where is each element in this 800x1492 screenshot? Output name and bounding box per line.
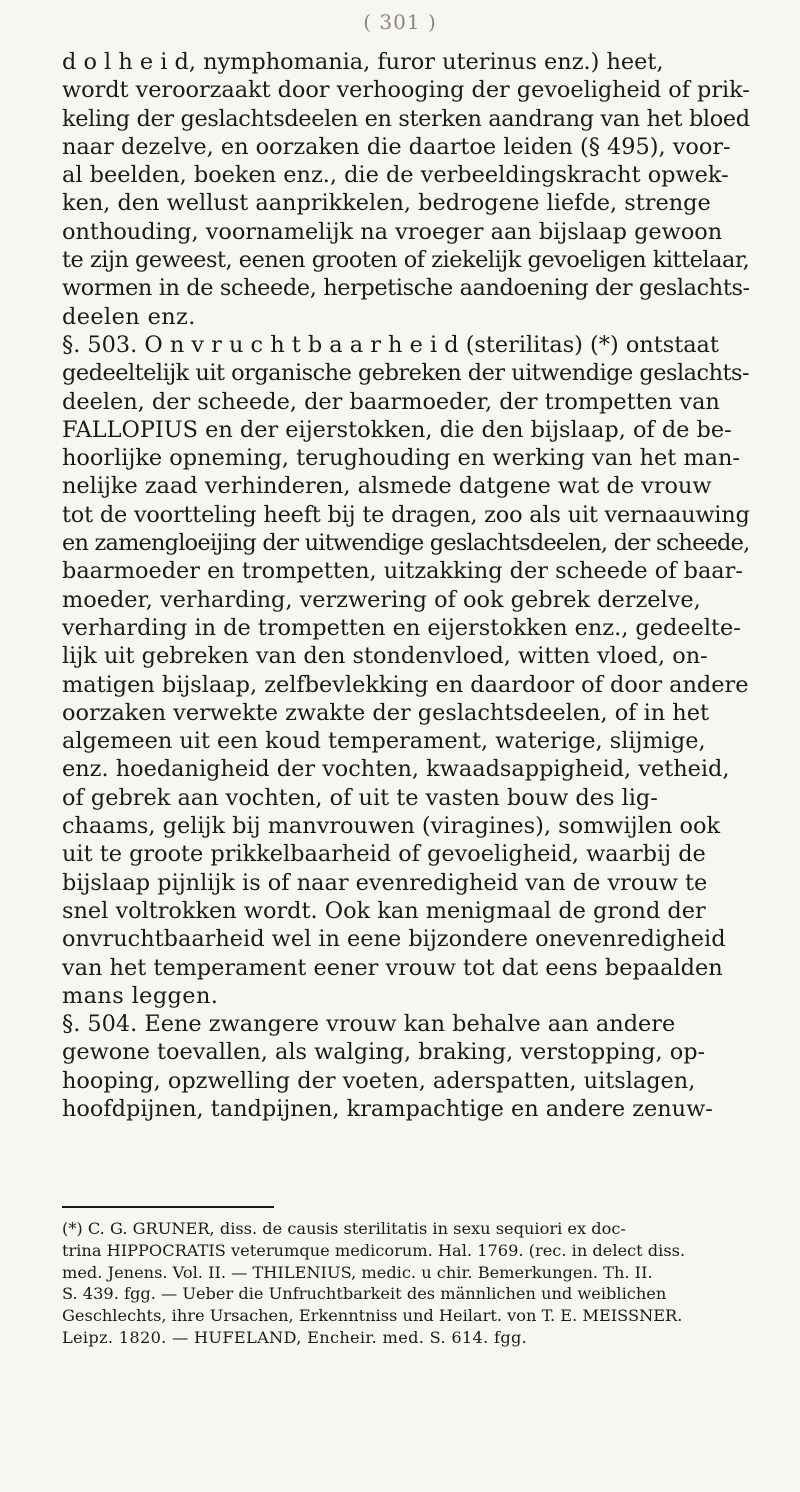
footnote-separator xyxy=(62,1206,274,1208)
footnote-line: Leipz. 1820. — HUFELAND, Encheir. med. S. 614. fgg. xyxy=(62,1327,528,1347)
text-line: deelen, der scheede, der baarmoeder, der trompetten van xyxy=(62,388,720,415)
text-line: verharding in de trompetten en eijerstokken enz., gedeelte- xyxy=(62,614,741,641)
text-line: gedeeltelijk uit organische gebreken der uitwendige geslachts- xyxy=(62,360,750,387)
page-number: ( 301 ) xyxy=(363,10,437,34)
text-line: of gebrek aan vochten, of uit te vasten bouw des lig- xyxy=(62,784,658,811)
text-line: §. 503. O n v r u c h t b a a r h e i d (sterilitas) (*) ontstaat xyxy=(62,331,719,358)
text-line: ken, den wellust aanprikkelen, bedrogene liefde, strenge xyxy=(62,190,711,217)
text-line: hoorlijke opneming, terughouding en werking van het man- xyxy=(62,445,740,472)
text-line: wordt veroorzaakt door verhooging der gevoeligheid of prik- xyxy=(62,77,750,104)
text-line: al beelden, boeken enz., die de verbeeldingskracht opwek- xyxy=(62,162,729,189)
text-line: onvruchtbaarheid wel in eene bijzondere onevenredigheid xyxy=(62,926,726,953)
text-line: van het temperament eener vrouw tot dat eens bepaalden xyxy=(62,954,723,981)
text-line: onthouding, voornamelijk na vroeger aan bijslaap gewoon xyxy=(62,218,723,245)
text-line: tot de voortteling heeft bij te dragen, zoo als uit vernaauwing xyxy=(62,501,750,528)
text-line: deelen enz. xyxy=(62,303,196,330)
body-text xyxy=(62,48,750,1123)
text-line: matigen bijslaap, zelfbevlekking en daardoor of door andere xyxy=(62,671,749,698)
text-line: moeder, verharding, verzwering of ook gebrek derzelve, xyxy=(62,586,701,613)
text-line: naar dezelve, en oorzaken die daartoe leiden (§ 495), voor- xyxy=(62,133,731,160)
text-line: uit te groote prikkelbaarheid of gevoeligheid, waarbij de xyxy=(62,841,706,868)
text-line: wormen in de scheede, herpetische aandoening der geslachts- xyxy=(62,275,750,302)
text-line: hoofdpijnen, tandpijnen, krampachtige en andere zenuw- xyxy=(62,1095,713,1122)
text-line: snel voltrokken wordt. Ook kan menigmaal de grond der xyxy=(62,897,706,924)
footnote-line: S. 439. fgg. — Ueber die Unfruchtbarkeit des männlichen und weiblichen xyxy=(62,1284,667,1304)
text-line: algemeen uit een koud temperament, waterige, slijmige, xyxy=(62,728,706,755)
text-line: gewone toevallen, als walging, braking, verstopping, op- xyxy=(62,1039,706,1066)
text-line: baarmoeder en trompetten, uitzakking der scheede of baar- xyxy=(62,558,743,585)
text-line: te zijn geweest, eenen grooten of ziekelijk gevoeligen kittelaar, xyxy=(62,247,750,274)
text-line: FALLOPIUS en der eijerstokken, die den bijslaap, of de be- xyxy=(62,416,732,443)
footnote-line: Geschlechts, ihre Ursachen, Erkenntniss und Heilart. von T. E. MEISSNER. xyxy=(62,1306,683,1326)
text-line: en zamengloeijing der uitwendige geslachtsdeelen, der scheede, xyxy=(62,530,750,557)
text-line: keling der geslachtsdeelen en sterken aandrang van het bloed xyxy=(62,105,750,132)
text-line: nelijke zaad verhinderen, alsmede datgene wat de vrouw xyxy=(62,473,712,500)
text-line: enz. hoedanigheid der vochten, kwaadsappigheid, vetheid, xyxy=(62,756,730,783)
text-line: chaams, gelijk bij manvrouwen (viragines), somwijlen ook xyxy=(62,813,721,840)
footnote-line: med. Jenens. Vol. II. — THILENIUS, medic. u chir. Bemerkungen. Th. II. xyxy=(62,1262,653,1282)
text-line: d o l h e i d, nymphomania, furor uterinus enz.) heet, xyxy=(62,49,664,75)
text-line: mans leggen. xyxy=(62,982,219,1009)
footnote xyxy=(62,1218,750,1349)
text-line: §. 504. Eene zwangere vrouw kan behalve aan andere xyxy=(62,1011,676,1038)
text-line: lijk uit gebreken van den stondenvloed, witten vloed, on- xyxy=(62,643,708,670)
text-line: oorzaken verwekte zwakte der geslachtsdeelen, of in het xyxy=(62,699,709,726)
text-line: hooping, opzwelling der voeten, aderspatten, uitslagen, xyxy=(62,1067,696,1094)
footnote-line: trina HIPPOCRATIS veterumque medicorum. Hal. 1769. (rec. in delect diss. xyxy=(62,1240,686,1260)
text-line: bijslaap pijnlijk is of naar evenredigheid van de vrouw te xyxy=(62,869,708,896)
footnote-line: (*) C. G. GRUNER, diss. de causis sterilitatis in sexu sequiori ex doc- xyxy=(62,1219,626,1238)
